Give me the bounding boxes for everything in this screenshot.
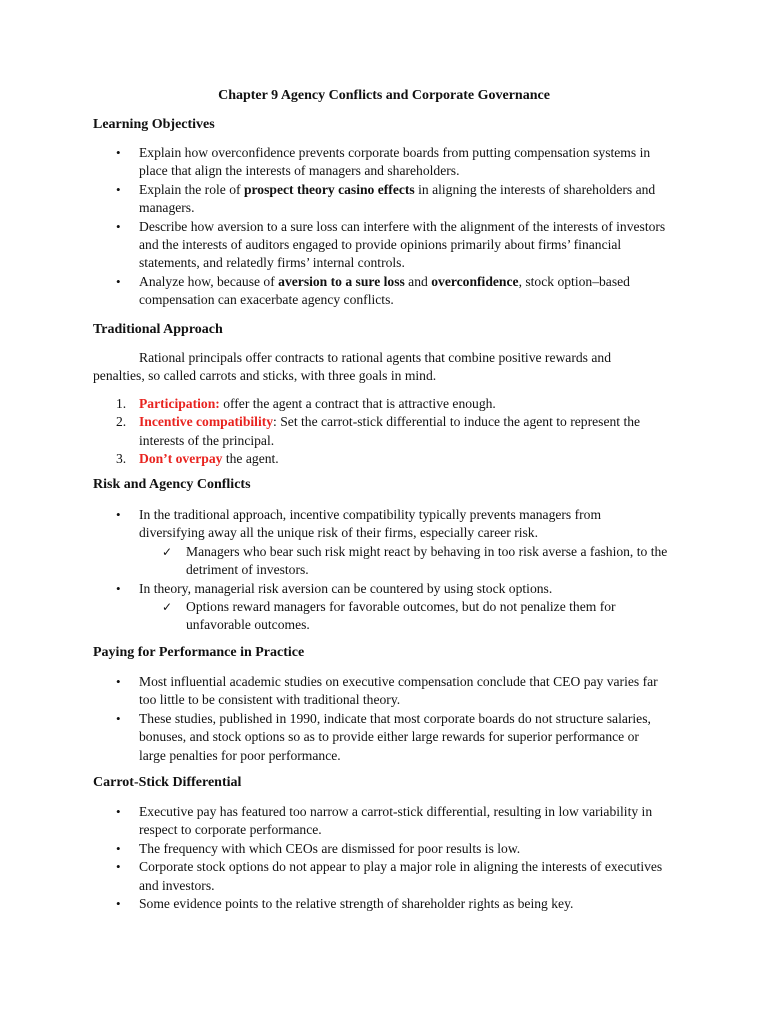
sub-list-item: ✓ Options reward managers for favorable outcomes, but do not penalize them for unfavorable outcomes. xyxy=(162,599,616,633)
traditional-paragraph: Rational principals offer contracts to rational agents that combine positive rewards and penalties, so called carrots and sticks, with three goals in mind. xyxy=(93,350,611,384)
list-item: • Explain how overconfidence prevents corporate boards from putting compensation systems in place that align the interests of managers and shareholders. xyxy=(116,145,651,179)
bullet-icon: • xyxy=(116,840,121,856)
list-item: • Corporate stock options do not appear to play a major role in aligning the interests of executives and investors. xyxy=(116,859,663,893)
bullet-icon: • xyxy=(116,580,121,596)
bullet-icon: • xyxy=(116,710,121,726)
carrot-list xyxy=(0,803,669,913)
list-item: • Describe how aversion to a sure loss can interfere with the alignment of the interests of investors and the interests of auditors engaged to provide opinions primarily about firms’ financial statements, and relatedly firms’ internal controls. xyxy=(116,218,666,271)
learning-objectives-list xyxy=(0,144,669,310)
checkmark-icon: ✓ xyxy=(162,544,173,559)
heading-carrot-stick: Carrot-Stick Differential xyxy=(93,775,242,790)
bullet-icon: • xyxy=(116,804,121,819)
heading-paying-for-performance: Paying for Performance in Practice xyxy=(93,645,305,660)
traditional-goals-list xyxy=(0,395,669,469)
list-item: • Executive pay has featured too narrow a carrot-stick differential, resulting in low variability in respect to corporate performance. xyxy=(116,804,653,838)
list-item: • These studies, published in 1990, indicate that most corporate boards do not structure salaries, bonuses, and stock options so as to provide either large rewards for superior performance or large penalties for poor performance. xyxy=(116,710,651,763)
heading-risk-agency: Risk and Agency Conflicts xyxy=(93,477,251,492)
heading-learning-objectives: Learning Objectives xyxy=(93,117,215,132)
bullet-icon: • xyxy=(116,218,121,234)
risk-list xyxy=(0,506,676,635)
heading-traditional-approach: Traditional Approach xyxy=(93,322,223,337)
bullet-icon: • xyxy=(116,181,121,197)
bullet-icon: • xyxy=(116,896,121,912)
bullet-icon: • xyxy=(116,273,121,289)
list-item: • Some evidence points to the relative strength of shareholder rights as being key. xyxy=(0,895,669,913)
sub-list-item: ✓ Managers who bear such risk might react by behaving in too risk averse a fashion, to the detriment of investors. xyxy=(162,543,668,578)
list-item: • In theory, managerial risk aversion can be countered by using stock options. xyxy=(0,580,669,598)
bullet-icon: • xyxy=(116,674,121,689)
bullet-icon: • xyxy=(116,145,121,160)
list-item: • Explain the role of prospect theory casino effects in aligning the interests of shareholders and managers. xyxy=(116,181,656,216)
list-item: 3. Don’t overpay the agent. xyxy=(116,451,279,467)
checkmark-icon: ✓ xyxy=(162,600,173,615)
list-item: • Analyze how, because of aversion to a sure loss and overconfidence, stock option–based compensation can exacerbate agency conflicts. xyxy=(116,273,630,308)
paying-list xyxy=(0,673,669,765)
list-item: 2. Incentive compatibility: Set the carrot-stick differential to induce the agent to represent the interests of the principal. xyxy=(116,414,641,448)
bullet-icon: • xyxy=(116,507,121,522)
page-title: Chapter 9 Agency Conflicts and Corporate Governance xyxy=(218,88,550,103)
list-item: 1. Participation: offer the agent a contract that is attractive enough. xyxy=(116,396,496,411)
list-item: • Most influential academic studies on executive compensation conclude that CEO pay varies far too little to be consistent with traditional theory. xyxy=(116,674,658,708)
list-item: • In the traditional approach, incentive compatibility typically prevents managers from diversifying away all the unique risk of their firms, especially career risk. xyxy=(116,507,602,541)
list-item: • The frequency with which CEOs are dismissed for poor results is low. xyxy=(0,840,669,858)
bullet-icon: • xyxy=(116,859,121,875)
